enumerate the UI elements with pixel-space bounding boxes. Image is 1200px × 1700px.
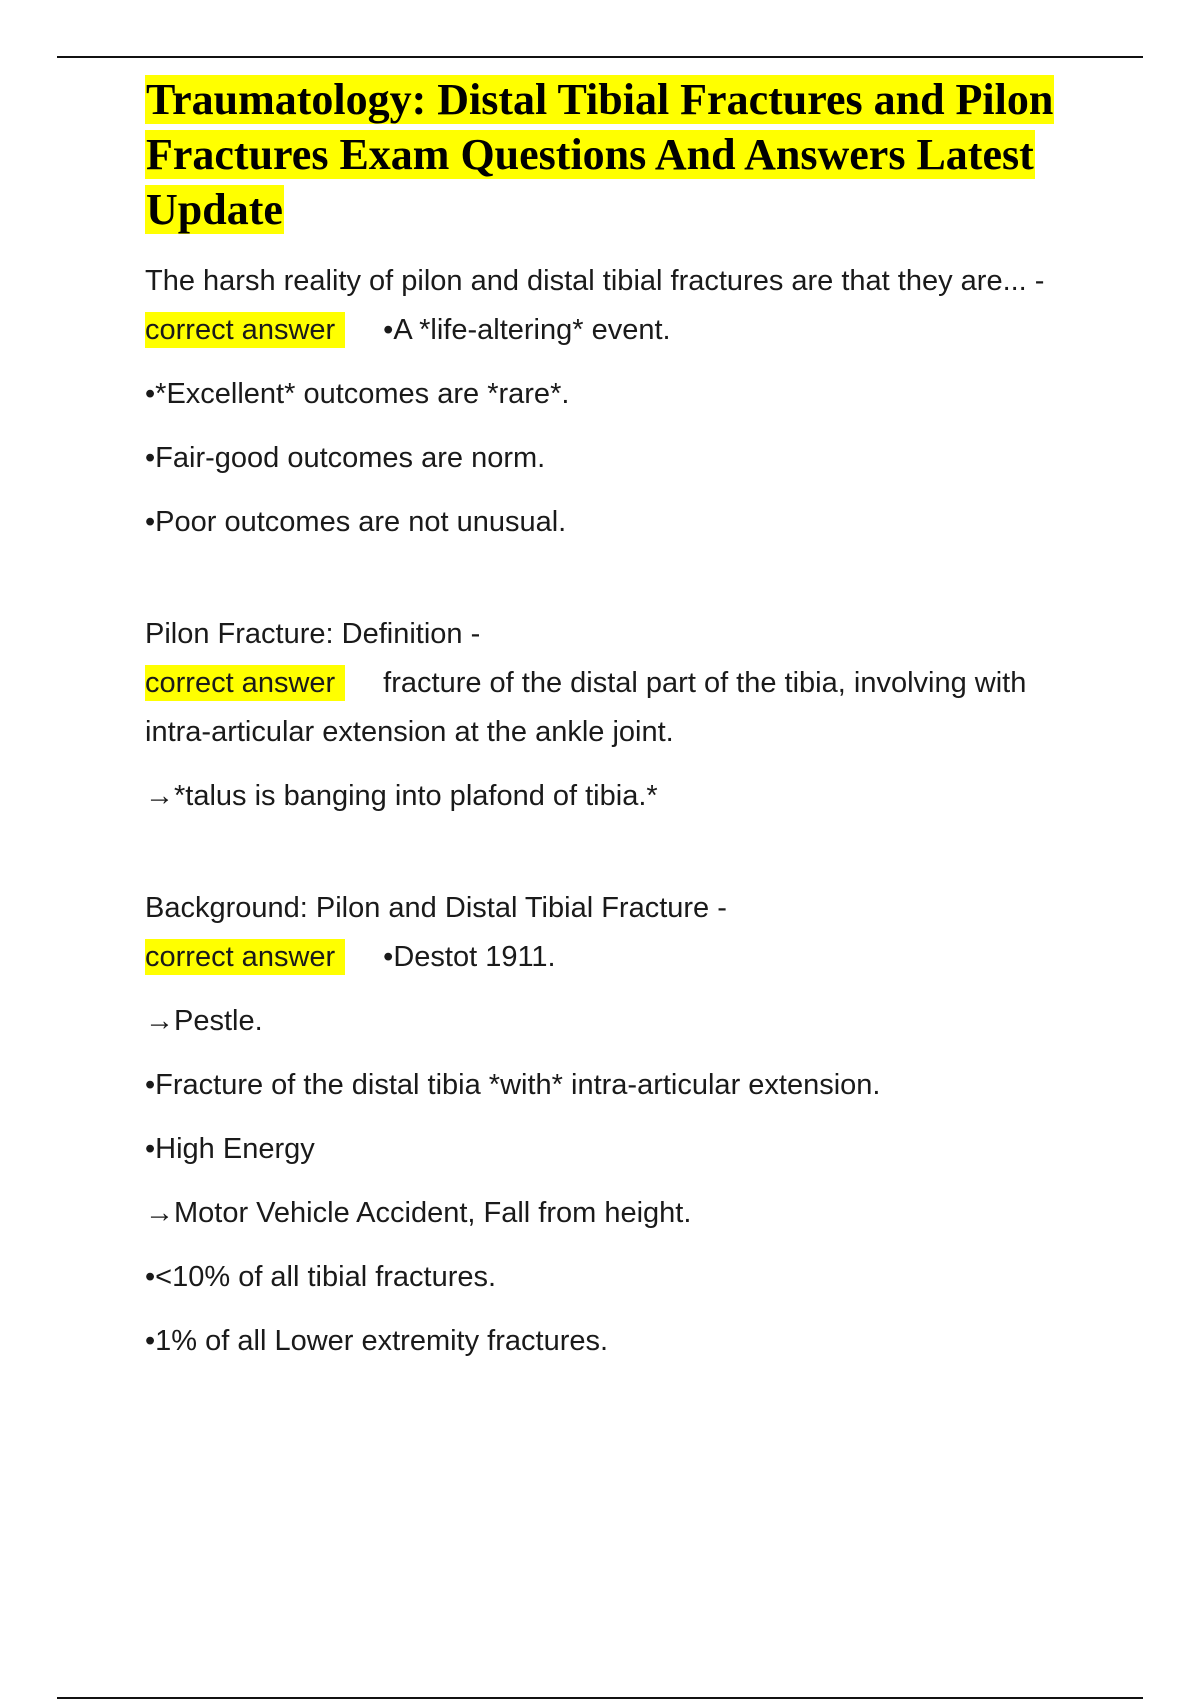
- document-title: [145, 72, 1095, 237]
- title-highlight: Traumatology: Distal Tibial Fractures and Pilon Fractures Exam Questions And Answers Latest Update: [146, 75, 1054, 234]
- answer-line: →*talus is banging into plafond of tibia.*: [145, 780, 658, 812]
- answer-line: •1% of all Lower extremity fractures.: [145, 1325, 609, 1357]
- answer-line: •Poor outcomes are not unusual.: [145, 506, 567, 538]
- question-text: Pilon Fracture: Definition -: [145, 618, 481, 650]
- answer-first-line: [145, 933, 1095, 982]
- correct-answer-label: correct answer: [145, 312, 345, 348]
- answer-line: •<10% of all tibial fractures.: [145, 1261, 497, 1293]
- answer-line: •*Excellent* outcomes are *rare*.: [145, 378, 570, 410]
- answer-text: •A *life-altering* event.: [383, 314, 671, 346]
- qa-item-2: [145, 610, 1095, 821]
- answer-line: →Pestle.: [145, 1005, 263, 1037]
- top-rule: [57, 56, 1143, 58]
- answer-line: •Fair-good outcomes are norm.: [145, 442, 546, 474]
- answer-first-line: [145, 306, 1095, 355]
- bottom-rule: [57, 1697, 1143, 1699]
- question-text: Background: Pilon and Distal Tibial Fracture -: [145, 892, 727, 924]
- answer-line: •High Energy: [145, 1133, 315, 1165]
- answer-text: fracture of the distal part of the tibia, involving with intra-articular extension at the ankle joint.: [145, 667, 1027, 748]
- answer-first-line: [145, 659, 1095, 757]
- qa-item-3: [145, 884, 1095, 1366]
- correct-answer-label: correct answer: [145, 939, 345, 975]
- document-page: [145, 72, 1095, 1366]
- correct-answer-label: correct answer: [145, 665, 345, 701]
- answer-text: •Destot 1911.: [383, 941, 556, 973]
- question-text: The harsh reality of pilon and distal tibial fractures are that they are... -: [145, 265, 1045, 297]
- answer-line: →Motor Vehicle Accident, Fall from height.: [145, 1197, 692, 1229]
- qa-item-1: [145, 257, 1095, 547]
- answer-line: •Fracture of the distal tibia *with* intra-articular extension.: [145, 1069, 881, 1101]
